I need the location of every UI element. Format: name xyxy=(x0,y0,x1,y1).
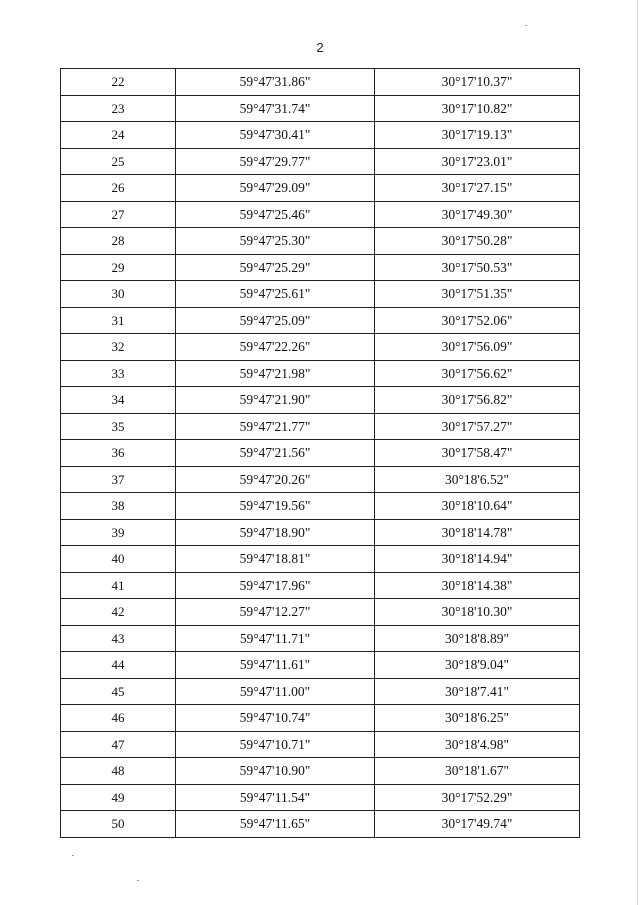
point-number-cell: 50 xyxy=(61,811,176,838)
table-row xyxy=(61,122,580,149)
longitude-cell: 30°17'50.28" xyxy=(375,228,580,255)
longitude-cell: 30°18'9.04" xyxy=(375,652,580,679)
point-number-cell: 26 xyxy=(61,175,176,202)
longitude-cell: 30°17'56.62" xyxy=(375,360,580,387)
table-row xyxy=(61,705,580,732)
table-row xyxy=(61,784,580,811)
point-number-cell: 25 xyxy=(61,148,176,175)
point-number-cell: 35 xyxy=(61,413,176,440)
longitude-cell: 30°17'19.13" xyxy=(375,122,580,149)
scan-speck xyxy=(72,855,74,856)
point-number-cell: 24 xyxy=(61,122,176,149)
longitude-cell: 30°18'1.67" xyxy=(375,758,580,785)
latitude-cell: 59°47'20.26" xyxy=(176,466,375,493)
point-number-cell: 31 xyxy=(61,307,176,334)
table-row xyxy=(61,387,580,414)
table-row xyxy=(61,307,580,334)
point-number-cell: 41 xyxy=(61,572,176,599)
coordinates-table xyxy=(60,68,580,838)
latitude-cell: 59°47'11.00" xyxy=(176,678,375,705)
point-number-cell: 49 xyxy=(61,784,176,811)
table-row xyxy=(61,175,580,202)
latitude-cell: 59°47'25.29" xyxy=(176,254,375,281)
point-number-cell: 48 xyxy=(61,758,176,785)
longitude-cell: 30°18'14.78" xyxy=(375,519,580,546)
point-number-cell: 27 xyxy=(61,201,176,228)
latitude-cell: 59°47'10.74" xyxy=(176,705,375,732)
point-number-cell: 37 xyxy=(61,466,176,493)
table-row xyxy=(61,254,580,281)
point-number-cell: 36 xyxy=(61,440,176,467)
table-row xyxy=(61,201,580,228)
longitude-cell: 30°17'58.47" xyxy=(375,440,580,467)
table-row xyxy=(61,599,580,626)
table-row xyxy=(61,148,580,175)
coordinates-table-body xyxy=(61,69,580,838)
point-number-cell: 47 xyxy=(61,731,176,758)
longitude-cell: 30°18'6.25" xyxy=(375,705,580,732)
table-row xyxy=(61,440,580,467)
point-number-cell: 30 xyxy=(61,281,176,308)
table-row xyxy=(61,466,580,493)
table-row xyxy=(61,652,580,679)
point-number-cell: 43 xyxy=(61,625,176,652)
latitude-cell: 59°47'11.71" xyxy=(176,625,375,652)
table-row xyxy=(61,546,580,573)
latitude-cell: 59°47'25.09" xyxy=(176,307,375,334)
point-number-cell: 28 xyxy=(61,228,176,255)
scan-speck xyxy=(137,880,139,881)
latitude-cell: 59°47'21.90" xyxy=(176,387,375,414)
longitude-cell: 30°17'52.29" xyxy=(375,784,580,811)
point-number-cell: 40 xyxy=(61,546,176,573)
point-number-cell: 38 xyxy=(61,493,176,520)
table-row xyxy=(61,731,580,758)
latitude-cell: 59°47'18.81" xyxy=(176,546,375,573)
longitude-cell: 30°17'57.27" xyxy=(375,413,580,440)
longitude-cell: 30°17'56.09" xyxy=(375,334,580,361)
latitude-cell: 59°47'21.98" xyxy=(176,360,375,387)
table-row xyxy=(61,758,580,785)
point-number-cell: 34 xyxy=(61,387,176,414)
latitude-cell: 59°47'10.90" xyxy=(176,758,375,785)
longitude-cell: 30°17'50.53" xyxy=(375,254,580,281)
table-row xyxy=(61,493,580,520)
longitude-cell: 30°18'4.98" xyxy=(375,731,580,758)
longitude-cell: 30°17'56.82" xyxy=(375,387,580,414)
latitude-cell: 59°47'19.56" xyxy=(176,493,375,520)
table-row xyxy=(61,281,580,308)
latitude-cell: 59°47'31.86" xyxy=(176,69,375,96)
table-row xyxy=(61,572,580,599)
table-row xyxy=(61,413,580,440)
table-row xyxy=(61,95,580,122)
point-number-cell: 46 xyxy=(61,705,176,732)
point-number-cell: 45 xyxy=(61,678,176,705)
longitude-cell: 30°18'7.41" xyxy=(375,678,580,705)
scan-speck xyxy=(525,25,527,26)
latitude-cell: 59°47'25.46" xyxy=(176,201,375,228)
point-number-cell: 22 xyxy=(61,69,176,96)
table-row xyxy=(61,360,580,387)
longitude-cell: 30°17'49.30" xyxy=(375,201,580,228)
latitude-cell: 59°47'29.77" xyxy=(176,148,375,175)
longitude-cell: 30°18'14.94" xyxy=(375,546,580,573)
latitude-cell: 59°47'31.74" xyxy=(176,95,375,122)
point-number-cell: 39 xyxy=(61,519,176,546)
point-number-cell: 33 xyxy=(61,360,176,387)
latitude-cell: 59°47'12.27" xyxy=(176,599,375,626)
longitude-cell: 30°17'49.74" xyxy=(375,811,580,838)
longitude-cell: 30°17'23.01" xyxy=(375,148,580,175)
latitude-cell: 59°47'18.90" xyxy=(176,519,375,546)
latitude-cell: 59°47'11.65" xyxy=(176,811,375,838)
latitude-cell: 59°47'22.26" xyxy=(176,334,375,361)
point-number-cell: 29 xyxy=(61,254,176,281)
longitude-cell: 30°18'10.64" xyxy=(375,493,580,520)
latitude-cell: 59°47'21.56" xyxy=(176,440,375,467)
table-row xyxy=(61,69,580,96)
longitude-cell: 30°17'10.82" xyxy=(375,95,580,122)
latitude-cell: 59°47'29.09" xyxy=(176,175,375,202)
point-number-cell: 42 xyxy=(61,599,176,626)
point-number-cell: 32 xyxy=(61,334,176,361)
longitude-cell: 30°18'8.89" xyxy=(375,625,580,652)
latitude-cell: 59°47'25.30" xyxy=(176,228,375,255)
longitude-cell: 30°17'10.37" xyxy=(375,69,580,96)
longitude-cell: 30°17'52.06" xyxy=(375,307,580,334)
latitude-cell: 59°47'11.61" xyxy=(176,652,375,679)
latitude-cell: 59°47'17.96" xyxy=(176,572,375,599)
longitude-cell: 30°18'14.38" xyxy=(375,572,580,599)
page-edge xyxy=(637,0,638,905)
longitude-cell: 30°18'6.52" xyxy=(375,466,580,493)
latitude-cell: 59°47'10.71" xyxy=(176,731,375,758)
table-row xyxy=(61,334,580,361)
table-row xyxy=(61,625,580,652)
table-row xyxy=(61,228,580,255)
table-row xyxy=(61,678,580,705)
latitude-cell: 59°47'30.41" xyxy=(176,122,375,149)
longitude-cell: 30°18'10.30" xyxy=(375,599,580,626)
latitude-cell: 59°47'11.54" xyxy=(176,784,375,811)
table-row xyxy=(61,519,580,546)
latitude-cell: 59°47'21.77" xyxy=(176,413,375,440)
page-number: 2 xyxy=(316,40,324,55)
longitude-cell: 30°17'51.35" xyxy=(375,281,580,308)
latitude-cell: 59°47'25.61" xyxy=(176,281,375,308)
longitude-cell: 30°17'27.15" xyxy=(375,175,580,202)
point-number-cell: 23 xyxy=(61,95,176,122)
table-row xyxy=(61,811,580,838)
point-number-cell: 44 xyxy=(61,652,176,679)
